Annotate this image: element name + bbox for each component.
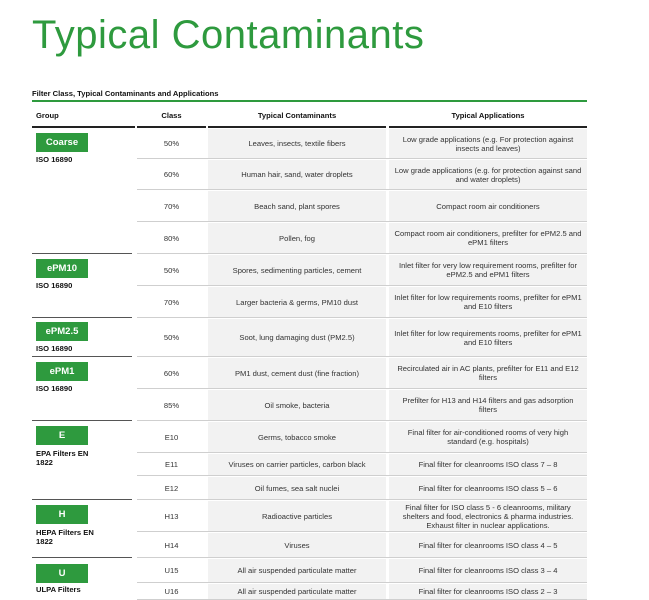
group-badge: E [36, 426, 88, 445]
group-badge: Coarse [36, 133, 88, 152]
table-cell-applications: Final filter for cleanrooms ISO class 4 – 5 [389, 533, 587, 557]
table-cell-class: 60% [163, 170, 180, 179]
row-divider [137, 317, 587, 318]
table-cell-contaminants: Larger bacteria & germs, PM10 dust [208, 287, 386, 317]
row-divider [137, 388, 587, 389]
table-cell-class: 50% [163, 265, 180, 275]
row-divider [137, 285, 587, 286]
table-cell-contaminants: All air suspended particulate matter [208, 559, 386, 582]
row-divider [137, 221, 587, 222]
table-cell-class: H13 [164, 511, 179, 521]
row-divider [137, 253, 587, 254]
group-badge: ePM1 [36, 362, 88, 381]
table-cell-class: 60% [163, 368, 180, 378]
row-divider [137, 452, 587, 453]
table-cell-applications: Compact room air conditioners [389, 191, 587, 221]
table-cell-applications: Final filter for ISO class 5 - 6 cleanrooms, military shelters and food, electronics & pharma industries. Exhaust filter in nuclear applications. [389, 501, 587, 531]
group-divider [32, 253, 132, 254]
table-cell-contaminants: Oil smoke, bacteria [208, 390, 386, 420]
table-cell-class: H14 [164, 540, 179, 550]
table-cell-applications: Prefilter for H13 and H14 filters and gas adsorption filters [389, 390, 587, 420]
table-cell-class: 70% [163, 297, 180, 307]
row-divider [137, 475, 587, 476]
row-divider [137, 356, 587, 357]
row-divider [137, 158, 587, 159]
table-cell-class: 50% [163, 139, 180, 148]
group-divider [32, 557, 132, 558]
group-label: ISO 16890 [36, 155, 73, 164]
group-label: HEPA Filters EN 1822 [36, 528, 94, 546]
row-divider [137, 189, 587, 190]
header-contaminants: Typical Contaminants [257, 110, 337, 120]
table-cell-contaminants: Germs, tobacco smoke [208, 422, 386, 452]
table-cell-applications: Final filter for air-conditioned rooms of very high standard (e.g. hospitals) [389, 422, 587, 452]
table-cell-class: 80% [163, 233, 180, 243]
table-cell-applications: Final filter for cleanrooms ISO class 5 – 6 [389, 477, 587, 499]
table-cell-applications: Final filter for cleanrooms ISO class 2 – 3 [389, 584, 587, 599]
table-cell-class: E12 [164, 483, 179, 493]
group-divider [32, 499, 132, 500]
table-cell-applications: Low grade applications (e.g. for protection against sand and water droplets) [389, 160, 587, 189]
table-cell-applications: Inlet filter for low requirements rooms, prefilter for ePM1 and E10 filters [389, 287, 587, 317]
table-cell-contaminants: Soot, lung damaging dust (PM2.5) [208, 319, 386, 356]
table-subtitle: Filter Class, Typical Contaminants and Applications [32, 89, 219, 98]
table-cell-class: E10 [164, 432, 179, 442]
group-badge: H [36, 505, 88, 524]
row-divider [137, 531, 587, 532]
row-divider [137, 557, 587, 558]
table-cell-contaminants: Beach sand, plant spores [208, 191, 386, 221]
table-cell-class: 70% [163, 201, 180, 211]
table-cell-class: E11 [165, 460, 178, 469]
row-divider [137, 499, 587, 500]
table-cell-class: U16 [164, 587, 179, 596]
page-title: Typical Contaminants [32, 13, 425, 57]
header-group: Group [36, 110, 59, 120]
group-label: ISO 16890 [36, 281, 73, 290]
group-badge: U [36, 564, 88, 583]
table-cell-contaminants: Viruses [208, 533, 386, 557]
group-divider [32, 420, 132, 421]
group-divider [32, 356, 132, 357]
group-label: ISO 16890 [36, 384, 73, 393]
group-label: ULPA Filters [36, 585, 81, 594]
table-cell-class: U15 [164, 566, 179, 575]
table-cell-applications: Inlet filter for low requirements rooms, prefilter for ePM1 and E10 filters [389, 319, 587, 356]
row-divider [137, 582, 587, 583]
table-cell-contaminants: Leaves, insects, textile fibers [208, 129, 386, 158]
table-cell-class: 50% [163, 333, 180, 342]
group-label: ISO 16890 [36, 344, 73, 353]
header-applications: Typical Applications [451, 110, 525, 120]
group-badge: ePM10 [36, 259, 88, 278]
row-divider [137, 420, 587, 421]
table-cell-applications: Compact room air conditioners, prefilter for ePM2.5 and ePM1 filters [389, 223, 587, 253]
table-cell-contaminants: Radioactive particles [208, 501, 386, 531]
table-cell-class: 85% [163, 400, 180, 410]
table-cell-applications: Recirculated air in AC plants, prefilter for E11 and E12 filters [389, 358, 587, 388]
table-cell-contaminants: Oil fumes, sea salt nuclei [208, 477, 386, 499]
table-cell-contaminants: Viruses on carrier particles, carbon black [208, 454, 386, 475]
group-label: EPA Filters EN 1822 [36, 449, 89, 467]
table-cell-contaminants: Human hair, sand, water droplets [208, 160, 386, 189]
group-badge: ePM2.5 [36, 322, 88, 341]
table-cell-applications: Low grade applications (e.g. For protection against insects and leaves) [389, 129, 587, 158]
table-cell-contaminants: All air suspended particulate matter [208, 584, 386, 599]
group-divider [32, 317, 132, 318]
table-cell-contaminants: PM1 dust, cement dust (fine fraction) [208, 358, 386, 388]
table-cell-applications: Final filter for cleanrooms ISO class 7 – 8 [389, 454, 587, 475]
table-cell-contaminants: Spores, sedimenting particles, cement [208, 255, 386, 285]
header-class: Class [161, 110, 182, 120]
table-cell-applications: Final filter for cleanrooms ISO class 3 – 4 [389, 559, 587, 582]
table-cell-contaminants: Pollen, fog [208, 223, 386, 253]
table-cell-applications: Inlet filter for very low requirement rooms, prefilter for ePM2.5 and ePM1 filters [389, 255, 587, 285]
